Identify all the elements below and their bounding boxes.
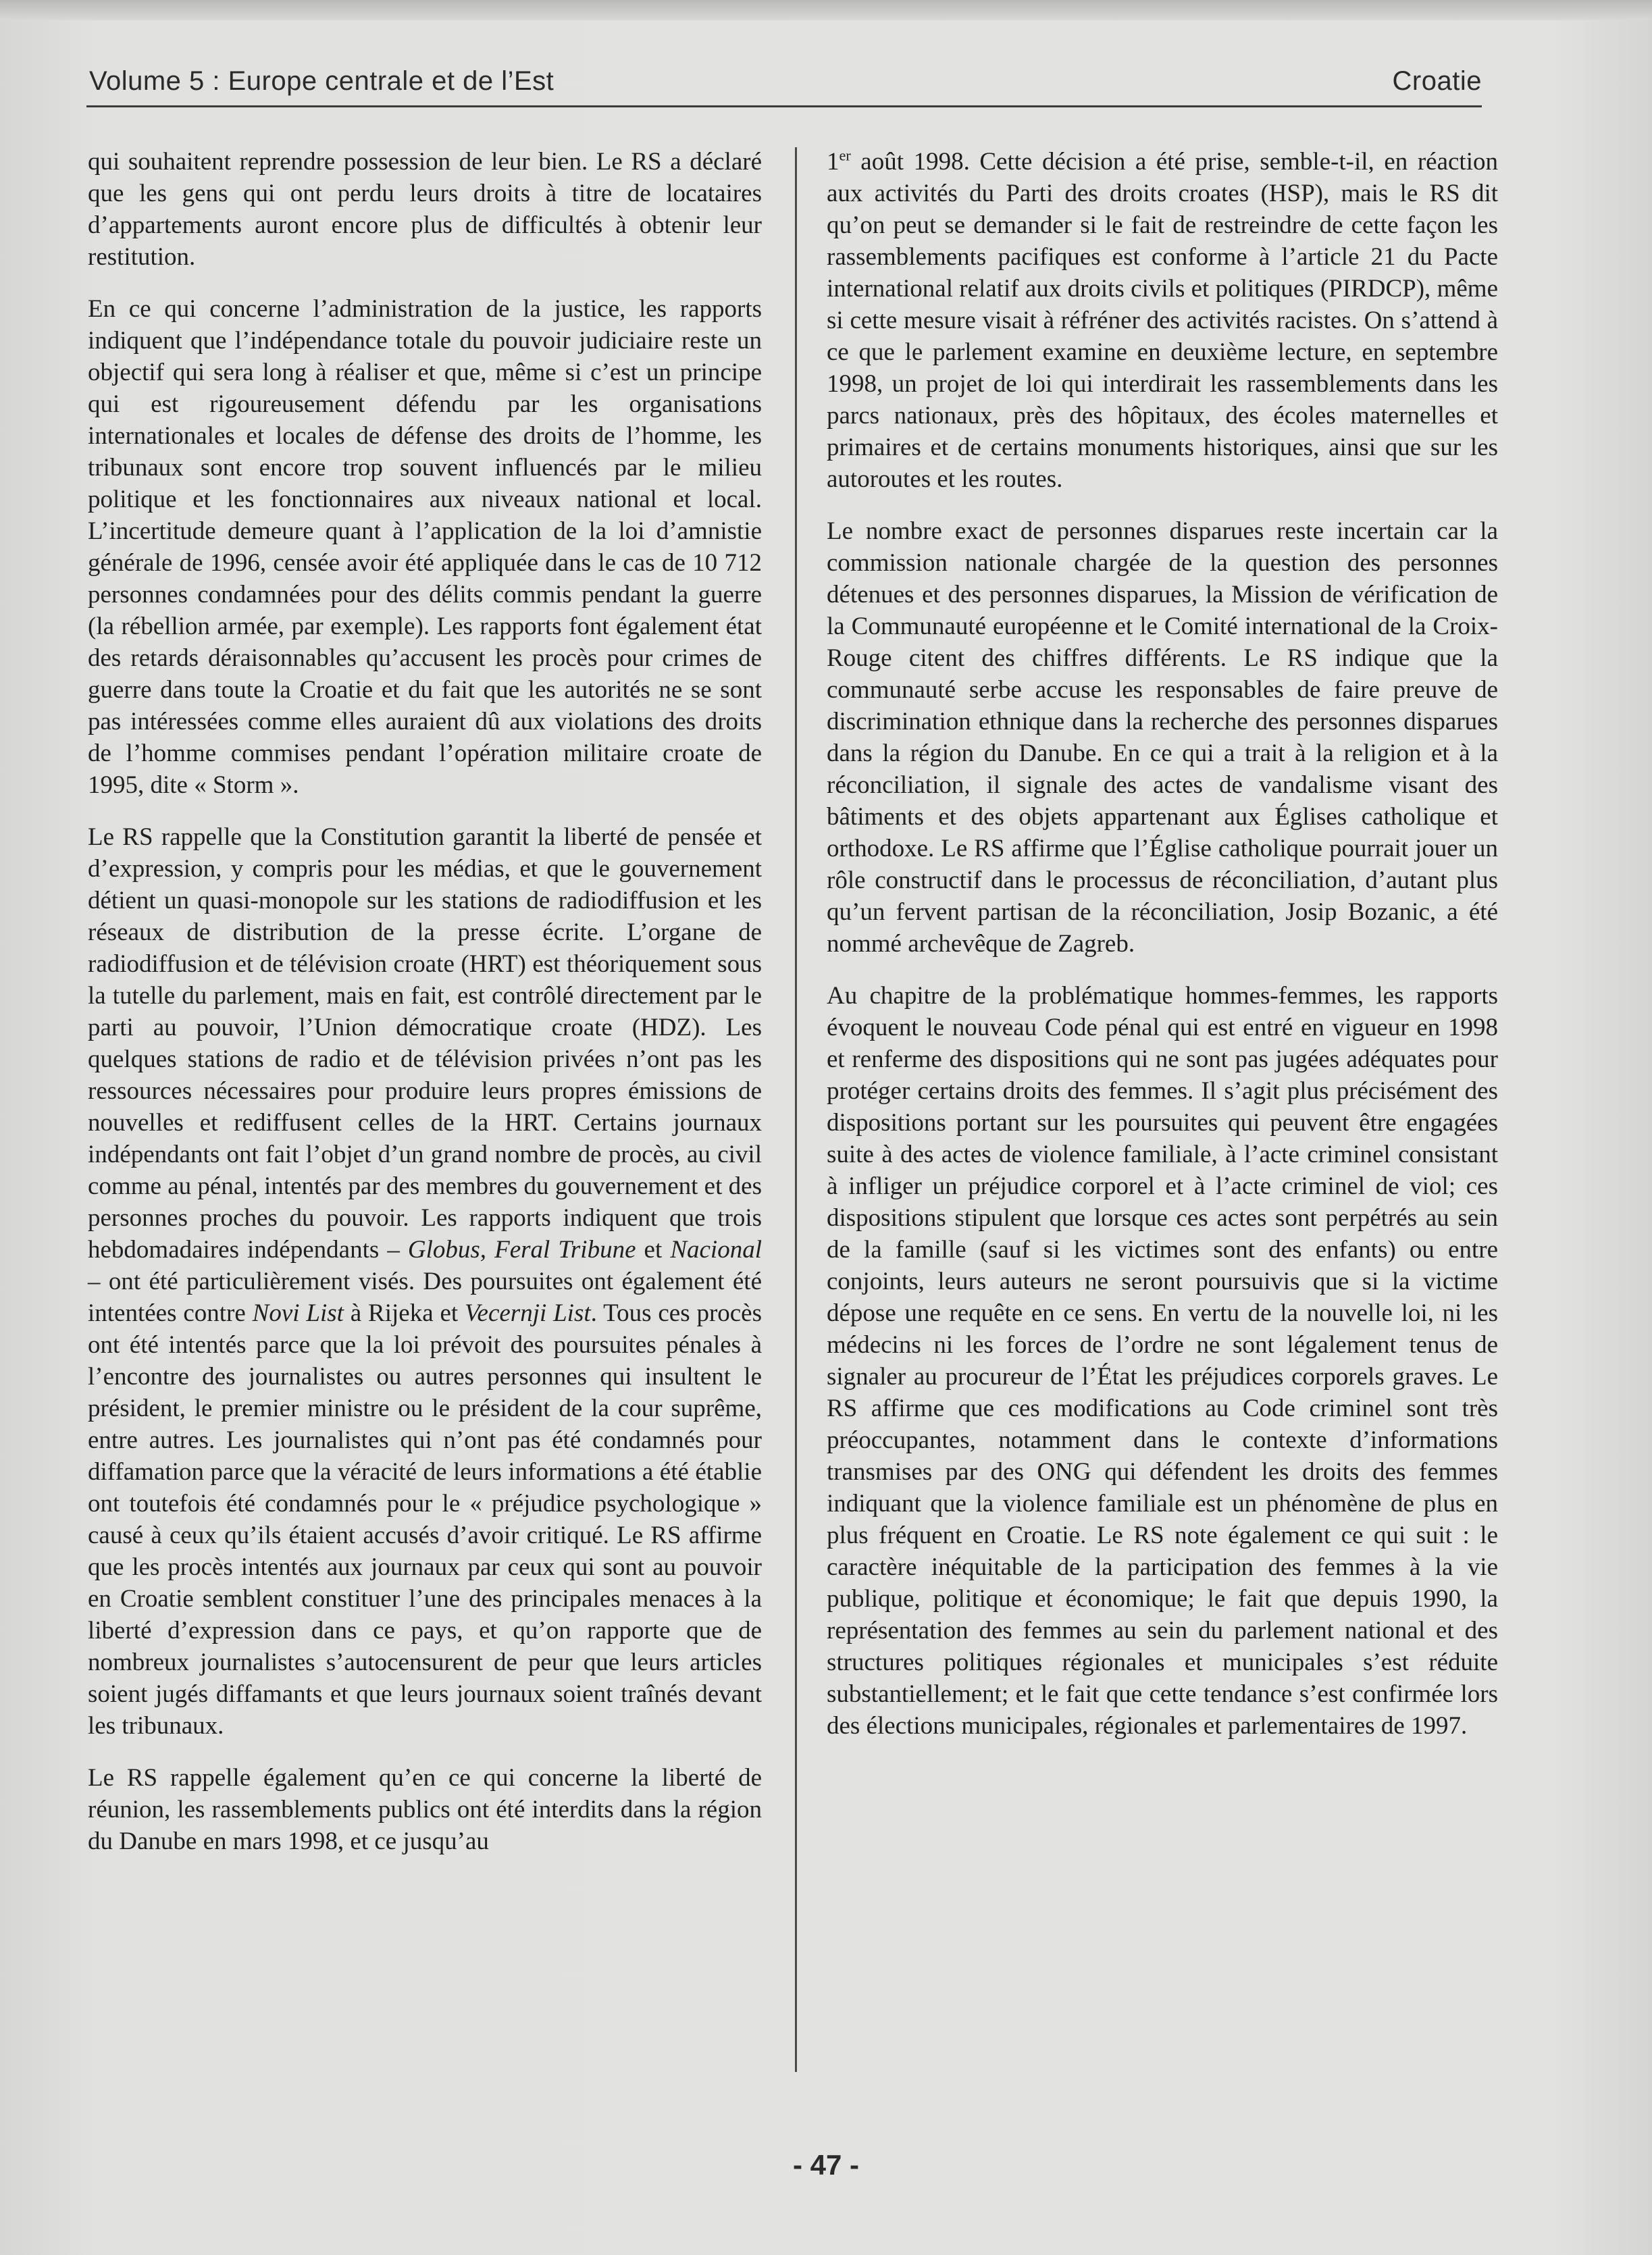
right-column: [827, 146, 1498, 1762]
text-run: – ont été particulièrement visés. Des poursuites ont également été intentées contre: [88, 1268, 762, 1327]
text-run: 1: [827, 148, 840, 176]
text-run: août 1998. Cette décision a été prise, semble-t-il, en réaction aux activités du Parti des droits croates (HSP), mais le RS dit qu’on peut se demander si le fait de restreindre de cette façon les rassemblements pacifiques est conforme à l’article 21 du Pacte international relatif aux droits civils et politiques (PIRDCP), même si cette mesure visait à réfréner des activités racistes. On s’attend à ce que le parlement examine en deuxième lecture, en septembre 1998, un projet de loi qui interdirait les rassemblements dans les parcs nationaux, près des hôpitaux, des écoles maternelles et primaires et de certains monuments historiques, ainsi que sur les autoroutes et les routes.: [827, 148, 1498, 493]
column-divider: [795, 147, 797, 2072]
header-rule: [86, 105, 1482, 107]
running-header: [86, 66, 1482, 107]
ordinal-superscript: er: [839, 147, 851, 164]
header-volume-title: Volume 5 : Europe centrale et de l’Est: [89, 66, 554, 96]
paragraph: En ce qui concerne l’administration de la justice, les rapports indiquent que l’indépendance totale du pouvoir judiciaire reste un objectif qui sera long à réaliser et que, même si c’est un principe qui est rigoureusement défendu par les organisations internationales et locales de défense des droits de l’homme, les tribunaux sont encore trop souvent influencés par le milieu politique et les fonctionnaires aux niveaux national et local. L’incertitude demeure quant à l’application de la loi d’amnistie générale de 1996, censée avoir été appliquée dans le cas de 10 712 personnes condamnées pour des délits commis pendant la guerre (la rébellion armée, par exemple). Les rapports font également état des retards déraisonnables qu’accusent les procès pour crimes de guerre dans toute la Croatie et du fait que les autorités ne se sont pas intéressées comme elles auraient dû aux violations des droits de l’homme commises pendant l’opération militaire croate de 1995, dite « Storm ».: [88, 295, 762, 799]
header-country: Croatie: [1392, 66, 1482, 96]
publication-name: Nacional: [670, 1236, 762, 1264]
paragraph: [88, 821, 762, 1742]
left-column: [88, 146, 762, 1877]
text-run: à Rijeka et: [343, 1299, 465, 1327]
paragraph: Au chapitre de la problématique hommes-femmes, les rapports évoquent le nouveau Code pénal qui est entré en vigueur en 1998 et renferme des dispositions qui ne sont pas jugées adéquates pour protéger certains droits des femmes. Il s’agit plus précisément des dispositions portant sur les poursuites qui peuvent être engagées suite à des actes de violence familiale, à l’acte criminel consistant à infliger un préjudice corporel et à l’acte criminel de viol; ces dispositions stipulent que lorsque ces actes sont perpétrés au sein de la famille (sauf si les victimes sont des enfants) ou entre conjoints, leurs auteurs ne seront poursuivis que si la victime dépose une requête en ce sens. En vertu de la nouvelle loi, ni les médecins ni les forces de l’ordre ne sont légalement tenus de signaler au procureur de l’État les préjudices corporels graves. Le RS affirme que ces modifications au Code criminel sont très préoccupantes, notamment dans le contexte d’informations transmises par des ONG qui défendent les droits des femmes indiquant que la violence familiale est un phénomène de plus en plus fréquent en Croatie. Le RS note également ce qui suit : le caractère inéquitable de la participation des femmes à la vie publique, politique et économique; le fait que depuis 1990, la représentation des femmes au sein du parlement national et des structures politiques régionales et municipales s’est réduite substantiellement; et le fait que cette tendance s’est confirmée lors des élections municipales, régionales et parlementaires de 1997.: [827, 982, 1498, 1740]
scan-edge-shadow: [0, 0, 1652, 20]
paragraph: [827, 146, 1498, 495]
publication-name: Novi List: [252, 1299, 344, 1327]
paragraph: Le nombre exact de personnes disparues reste incertain car la commission nationale chargée de la question des personnes détenues et des personnes disparues, la Mission de vérification de la Communauté européenne et le Comité international de la Croix-Rouge citent des chiffres différents. Le RS indique que la communauté serbe accuse les responsables de faire preuve de discrimination ethnique dans la recherche des personnes disparues dans la région du Danube. En ce qui a trait à la religion et à la réconciliation, il signale des actes de vandalisme visant des bâtiments et des objets appartenant aux Églises catholique et orthodoxe. Le RS affirme que l’Église catholique pourrait jouer un rôle constructif dans le processus de réconciliation, d’autant plus qu’un fervent partisan de la réconciliation, Josip Bozanic, a été nommé archevêque de Zagreb.: [827, 517, 1498, 958]
publication-name: Globus, Feral Tribune: [407, 1236, 636, 1264]
text-run: Le RS rappelle que la Constitution garantit la liberté de pensée et d’expression, y compris pour les médias, et que le gouvernement détient un quasi-monopole sur les stations de radiodiffusion et les réseaux de distribution de la presse écrite. L’organe de radiodiffusion et de télévision croate (HRT) est théoriquement sous la tutelle du parlement, mais en fait, est contrôlé directement par le parti au pouvoir, l’Union démocratique croate (HDZ). Les quelques stations de radio et de télévision privées n’ont pas les ressources nécessaires pour produire leurs propres émissions de nouvelles et rediffusent celles de la HRT. Certains journaux indépendants ont fait l’objet d’un grand nombre de procès, au civil comme au pénal, intentés par des membres du gouvernement et des personnes proches du pouvoir. Les rapports indiquent que trois hebdomadaires indépendants –: [88, 823, 762, 1264]
paragraph: Le RS rappelle également qu’en ce qui concerne la liberté de réunion, les rassemblements publics ont été interdits dans la région du Danube en mars 1998, et ce jusqu’au: [88, 1764, 762, 1855]
text-run: . Tous ces procès ont été intentés parce que la loi prévoit des poursuites pénales à l’encontre des journalistes ou autres personnes qui insultent le président, le premier ministre ou le président de la cour suprême, entre autres. Les journalistes qui n’ont pas été condamnés pour diffamation parce que la véracité de leurs informations a été établie ont toutefois été condamnés pour le « préjudice psychologique » causé à ceux qu’ils étaient accusés d’avoir critiqué. Le RS affirme que les procès intentés aux journaux par ceux qui sont au pouvoir en Croatie semblent constituer l’une des principales menaces à la liberté d’expression dans ce pays, et qu’on rapporte que de nombreux journalistes s’autocensurent de peur que leurs articles soient jugés diffamants et que leurs journaux soient traînés devant les tribunaux.: [88, 1299, 763, 1740]
text-run: et: [636, 1236, 671, 1264]
page-number: - 47 -: [792, 2149, 860, 2181]
publication-name: Vecernji List: [465, 1299, 591, 1327]
paragraph: qui souhaitent reprendre possession de leur bien. Le RS a déclaré que les gens qui ont perdu leurs droits à titre de locataires d’appartements auront encore plus de difficultés à obtenir leur restitution.: [88, 148, 762, 271]
